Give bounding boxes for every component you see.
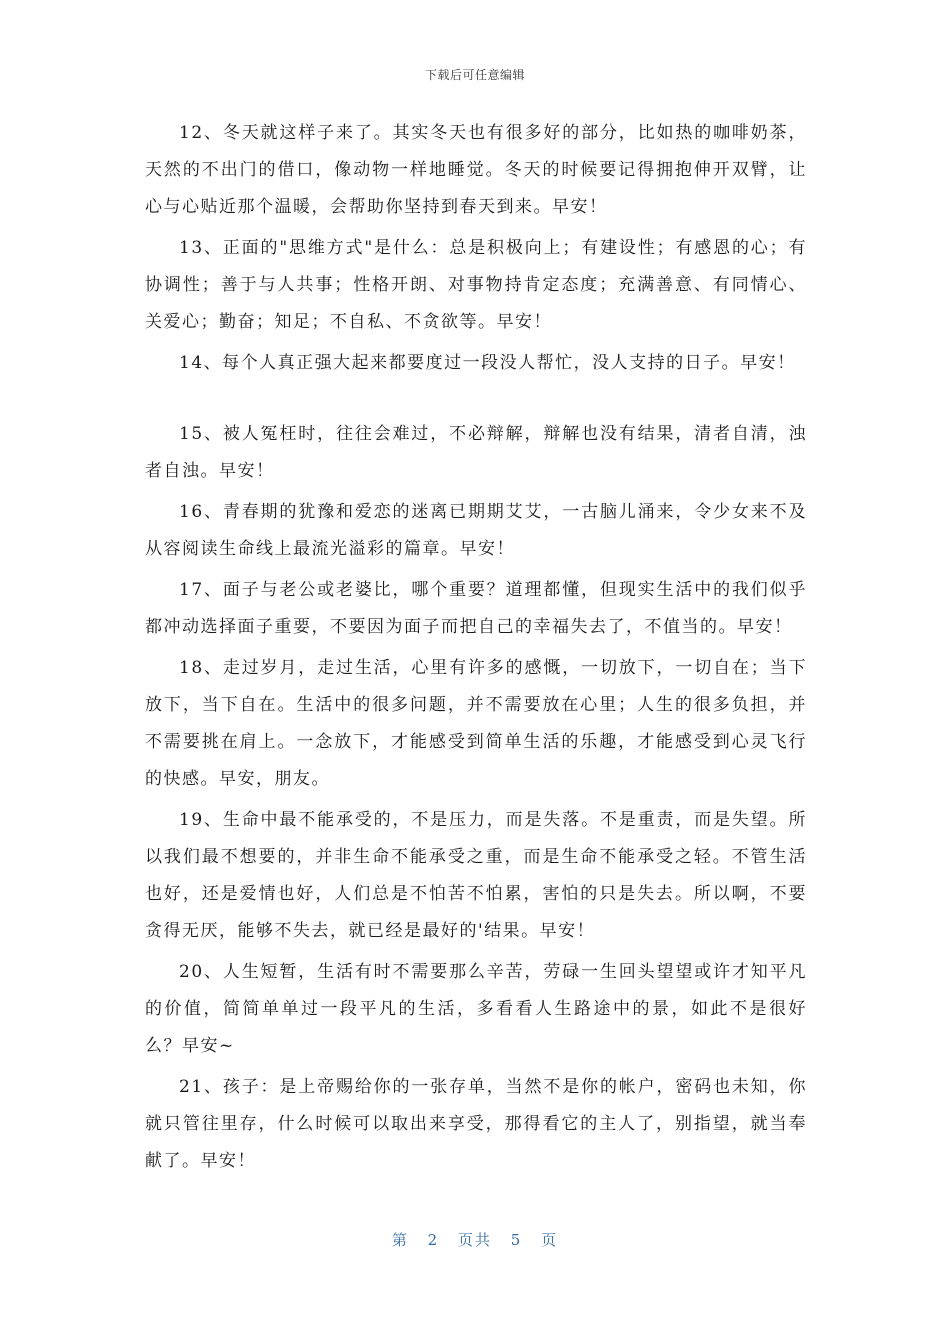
- paragraph-18: 18、走过岁月，走过生活，心里有许多的感慨，一切放下，一切自在；当下放下，当下自在。生活中的很多问题，并不需要放在心里；人生的很多负担，并不需要挑在肩上。一念放下，才能感受到简单生活的乐趣，才能感受到心灵飞行的快感。早安，朋友。: [145, 658, 807, 789]
- paragraph-20: 20、人生短暂，生活有时不需要那么辛苦，劳碌一生回头望望或许才知平凡的价值，简简单单过一段平凡的生活，多看看人生路途中的景，如此不是很好么？早安~: [145, 962, 807, 1056]
- download-note: 下载后可任意编辑: [424, 68, 525, 82]
- paragraph-13: 13、正面的"思维方式"是什么：总是积极向上；有建设性；有感恩的心；有协调性；善于与人共事；性格开朗、对事物持肯定态度；充满善意、有同情心、关爱心；勤奋；知足；不自私、不贪欲等。早安！: [145, 238, 807, 332]
- total-page-count: 5: [510, 1231, 523, 1249]
- paragraph-14: 14、每个人真正强大起来都要度过一段没人帮忙，没人支持的日子。早安！: [179, 353, 796, 373]
- paragraph-gap: [145, 386, 807, 416]
- footer-middle: 页共: [457, 1231, 492, 1249]
- paragraph-16: 16、青春期的犹豫和爱恋的迷离已期期艾艾，一古脑儿涌来，令少女来不及从容阅读生命线上最流光溢彩的篇章。早安！: [145, 502, 807, 559]
- paragraph-15: 15、被人冤枉时，往往会难过，不必辩解，辩解也没有结果，清者自清，浊者自浊。早安！: [145, 424, 807, 481]
- paragraph-12: 12、冬天就这样子来了。其实冬天也有很多好的部分，比如热的咖啡奶茶，天然的不出门的借口，像动物一样地睡觉。冬天的时候要记得拥抱伸开双臂，让心与心贴近那个温暖，会帮助你坚持到春天到来。早安！: [145, 123, 807, 217]
- body-text: [145, 115, 807, 1184]
- paragraph-21: 21、孩子：是上帝赐给你的一张存单，当然不是你的帐户，密码也未知，你就只管往里存，什么时候可以取出来享受，那得看它的主人了，别指望，就当奉献了。早安！: [145, 1077, 807, 1171]
- current-page-number: 2: [427, 1231, 440, 1249]
- footer-suffix: 页: [541, 1231, 559, 1249]
- page-number-footer: [0, 1229, 950, 1250]
- paragraph-17: 17、面子与老公或老婆比，哪个重要？道理都懂，但现实生活中的我们似乎都冲动选择面子重要，不要因为面子而把自己的幸福失去了，不值当的。早安！: [145, 580, 807, 637]
- paragraph-19: 19、生命中最不能承受的，不是压力，而是失落。不是重责，而是失望。所以我们最不想要的，并非生命不能承受之重，而是生命不能承受之轻。不管生活也好，还是爱情也好，人们总是不怕苦不怕累，害怕的只是失去。所以啊，不要贪得无厌，能够不失去，就已经是最好的'结果。早安！: [145, 810, 807, 941]
- footer-prefix: 第: [391, 1231, 409, 1249]
